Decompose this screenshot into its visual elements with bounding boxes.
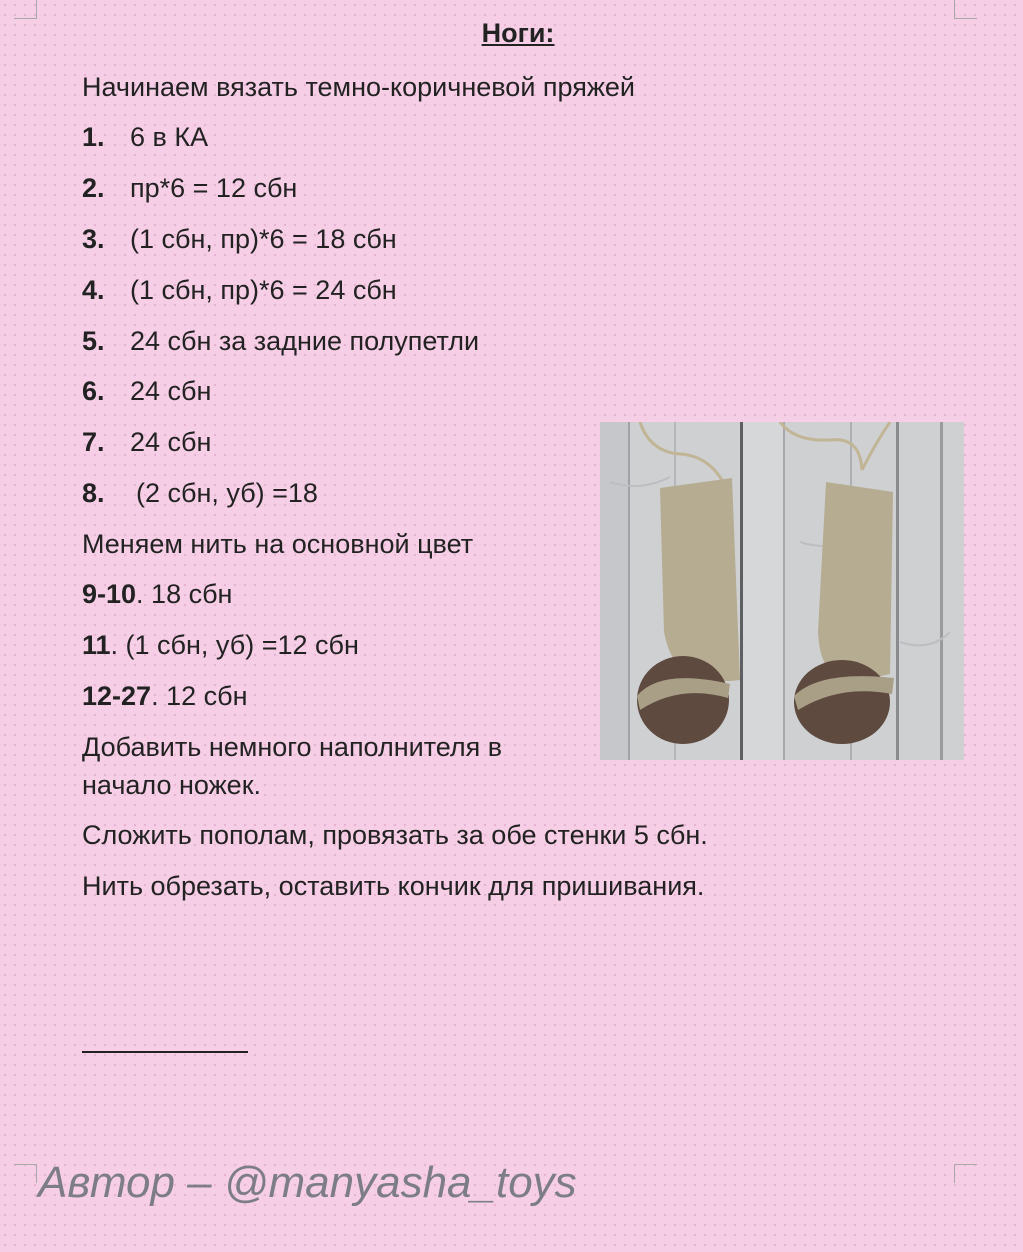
step-row [82, 374, 211, 408]
step-number: 1. [82, 122, 105, 152]
step-text: 24 сбн за задние полупетли [130, 326, 480, 356]
filling-text-line1: Добавить немного наполнителя в [82, 732, 503, 762]
step-row [82, 324, 479, 358]
knitted-legs-photo [600, 422, 964, 760]
step-number: 4. [82, 275, 105, 305]
step-number: 12-27 [82, 681, 152, 711]
step-number: 11 [82, 630, 111, 660]
step-text: (2 сбн, уб) =18 [136, 478, 318, 508]
step-row [82, 628, 359, 662]
step-text: 6 в КА [130, 122, 209, 152]
step-number: 2. [82, 173, 105, 203]
step-number: 5. [82, 326, 105, 356]
step-text: (1 сбн, пр)*6 = 24 сбн [130, 275, 397, 305]
step-text: (1 сбн, пр)*6 = 18 сбн [130, 224, 397, 254]
step-row [82, 222, 397, 256]
step-number: 8. [82, 478, 105, 508]
signature-rule [82, 1051, 248, 1053]
corner-mark-bottom-right [954, 1164, 977, 1183]
step-text: пр*6 = 12 сбн [130, 173, 298, 203]
step-row [82, 425, 211, 459]
page-title: Ноги: [481, 18, 555, 48]
step-number: 7. [82, 427, 105, 457]
step-row [82, 476, 318, 510]
step-text: . 18 сбн [136, 579, 233, 609]
step-row [82, 120, 208, 154]
step-row [82, 171, 297, 205]
step-text: . (1 сбн, уб) =12 сбн [110, 630, 359, 660]
step-text: . 12 сбн [151, 681, 248, 711]
step-number: 3. [82, 224, 105, 254]
corner-mark-top-left [14, 0, 37, 19]
filling-text-line2: начало ножек. [82, 770, 262, 800]
fold-text: Сложить пополам, провязать за обе стенки 5 сбн. [82, 820, 708, 850]
finish-text: Нить обрезать, оставить кончик для пришивания. [82, 871, 705, 901]
step-row [82, 679, 247, 713]
color-change-text: Меняем нить на основной цвет [82, 529, 474, 559]
corner-mark-top-right [954, 0, 977, 19]
intro-text: Начинаем вязать темно-коричневой пряжей [82, 72, 636, 102]
step-row [82, 577, 232, 611]
author-credit: Автор – @manyasha_toys [38, 1158, 577, 1207]
corner-mark-bottom-left [14, 1164, 37, 1183]
step-number: 6. [82, 376, 105, 406]
step-text: 24 сбн [130, 427, 212, 457]
step-number: 9-10 [82, 579, 137, 609]
step-text: 24 сбн [130, 376, 212, 406]
step-row [82, 273, 397, 307]
